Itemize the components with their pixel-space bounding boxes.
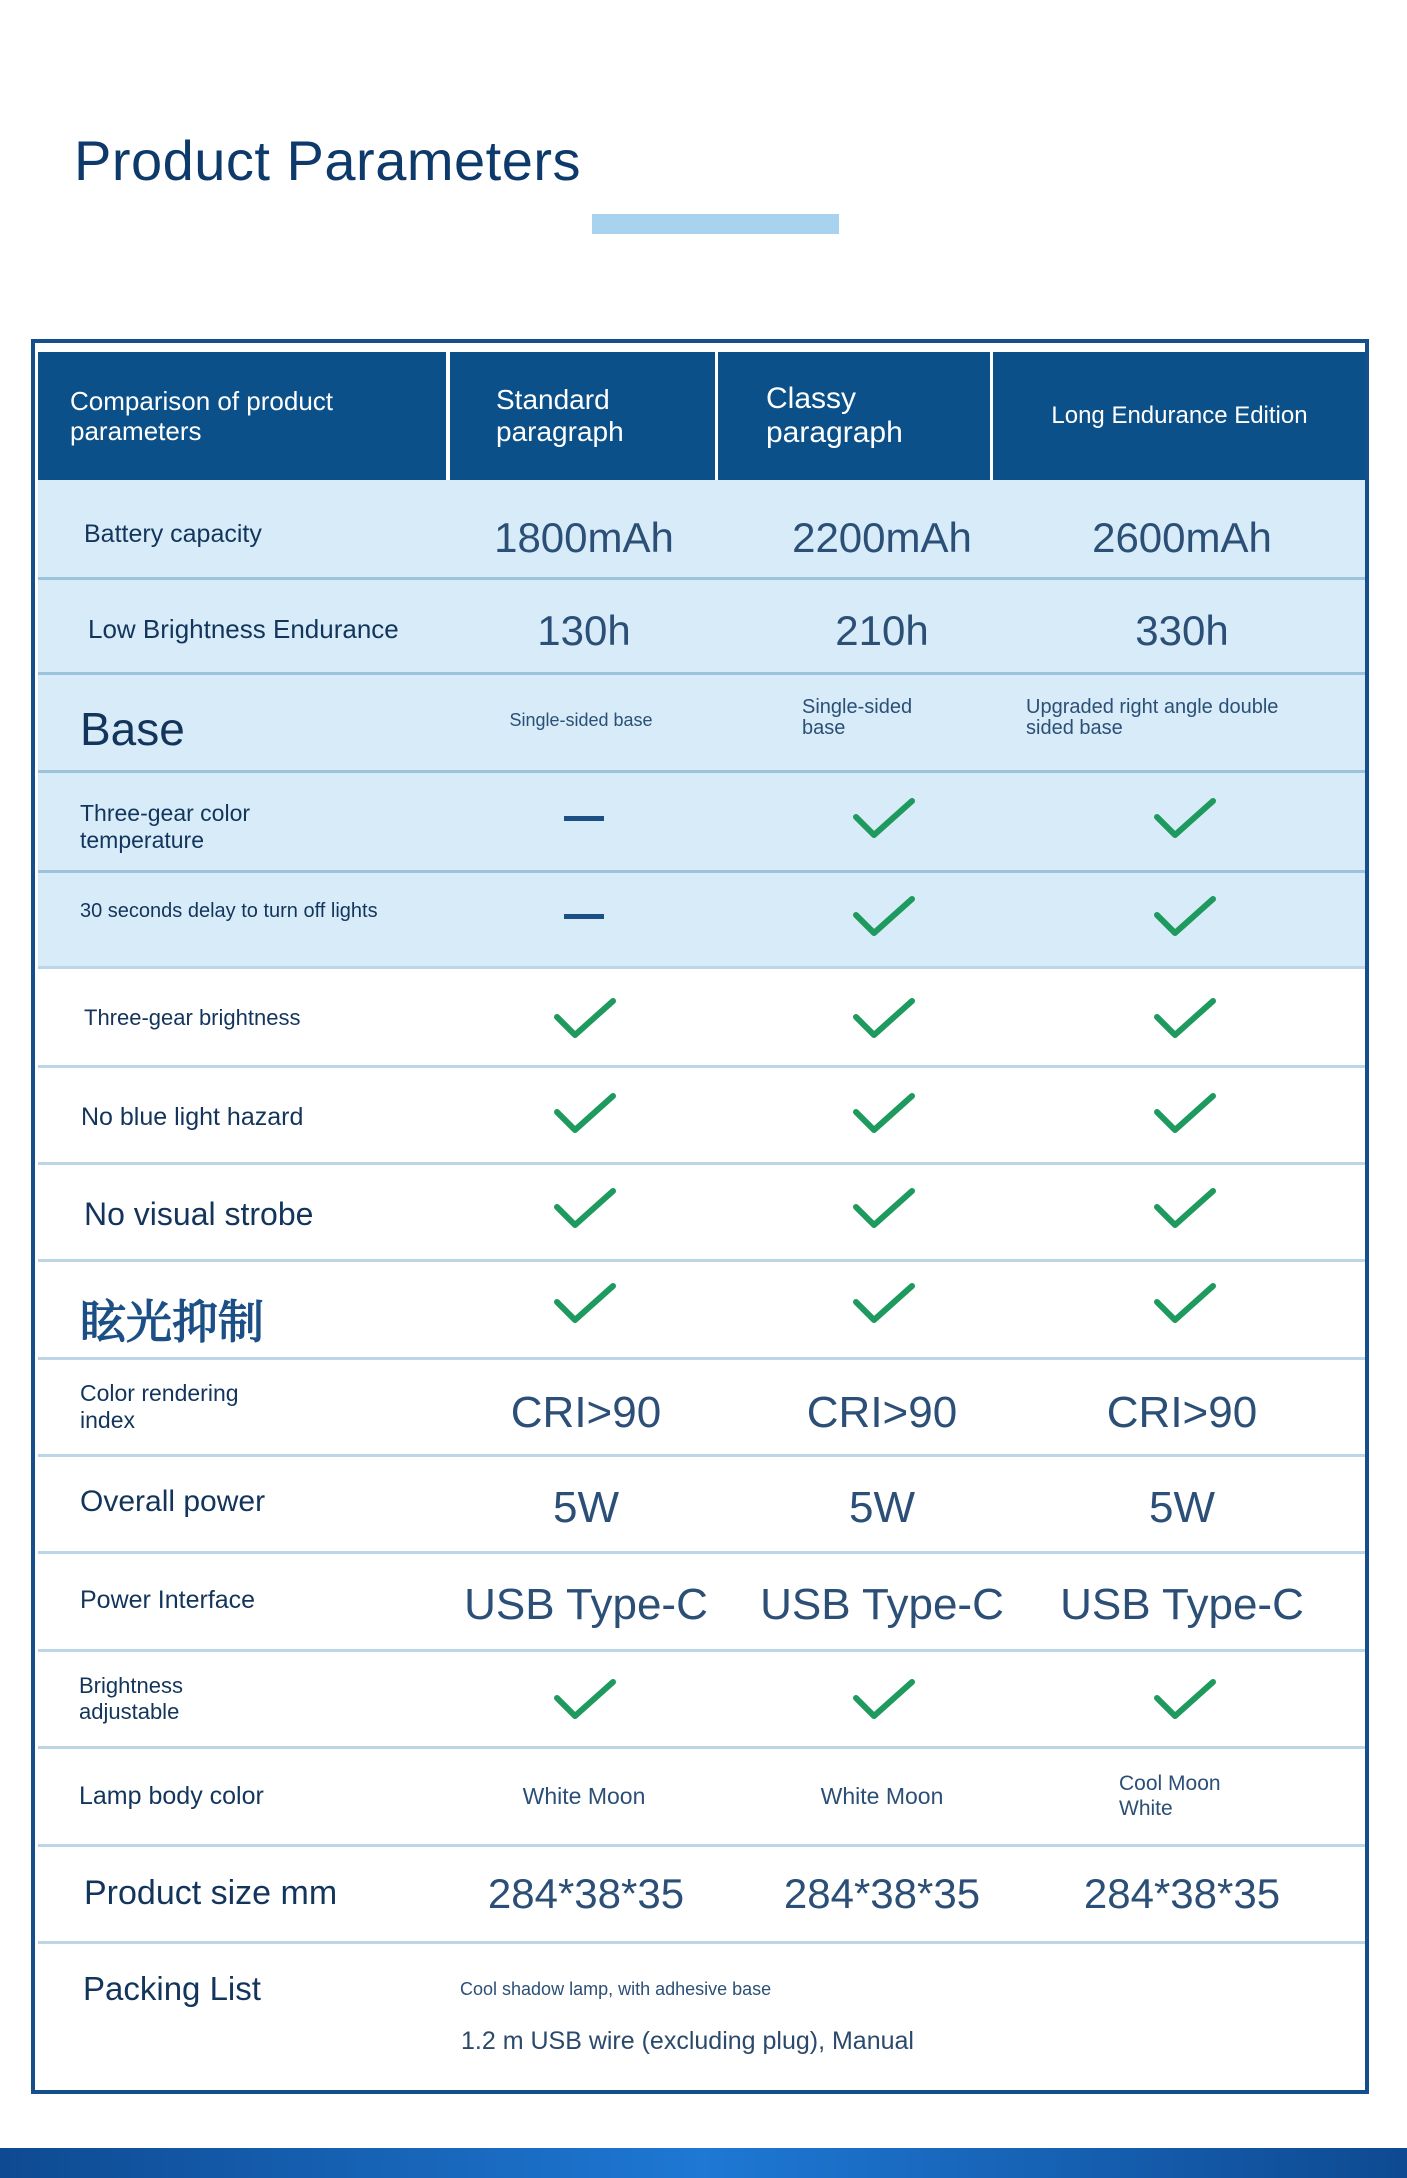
color-long: Cool Moon White bbox=[1119, 1772, 1221, 1820]
endurance-standard: 130h bbox=[537, 607, 631, 654]
interface-long: USB Type-C bbox=[1060, 1580, 1304, 1629]
row-label-glare-suppression: 眩光抑制 bbox=[80, 1295, 264, 1349]
base-classy: Single-sided base bbox=[802, 696, 913, 739]
row-label-color-rendering: Color rendering index bbox=[80, 1380, 239, 1433]
power-long: 5W bbox=[1149, 1483, 1215, 1532]
row-label-product-size: Product size mm bbox=[84, 1874, 338, 1912]
page-title: Product Parameters bbox=[74, 129, 581, 192]
battery-long: 2600mAh bbox=[1092, 514, 1272, 561]
color-standard: White Moon bbox=[522, 1783, 646, 1809]
color-classy: White Moon bbox=[820, 1783, 944, 1809]
power-standard: 5W bbox=[553, 1483, 619, 1532]
row-label-battery-capacity: Battery capacity bbox=[84, 520, 262, 548]
size-classy: 284*38*35 bbox=[783, 1870, 981, 1917]
row-label-power-interface: Power Interface bbox=[80, 1586, 256, 1614]
cri-classy: CRI>90 bbox=[806, 1388, 958, 1437]
packing-item-wire: 1.2 m USB wire (excluding plug), Manual bbox=[461, 2027, 914, 2055]
row-label-delay-off: 30 seconds delay to turn off lights bbox=[80, 900, 378, 922]
interface-classy: USB Type-C bbox=[760, 1580, 1004, 1629]
battery-classy: 2200mAh bbox=[792, 514, 972, 561]
base-long: Upgraded right angle double sided base bbox=[1026, 696, 1279, 739]
row-label-three-gear-brightness: Three-gear brightness bbox=[84, 1005, 301, 1030]
size-standard: 284*38*35 bbox=[487, 1870, 685, 1917]
endurance-classy: 210h bbox=[835, 607, 929, 654]
header-label: Standard paragraph bbox=[496, 384, 624, 447]
row-label-no-blue-light: No blue light hazard bbox=[81, 1103, 304, 1131]
cri-long: CRI>90 bbox=[1106, 1388, 1258, 1437]
cri-standard: CRI>90 bbox=[510, 1388, 662, 1437]
row-label-lamp-body-color: Lamp body color bbox=[79, 1782, 264, 1810]
header-label: Comparison of product parameters bbox=[70, 386, 334, 446]
header-label: Classy paragraph bbox=[766, 382, 903, 449]
row-label-brightness-adjustable: Brightness adjustable bbox=[79, 1673, 183, 1724]
base-standard: Single-sided base bbox=[509, 710, 653, 730]
packing-item-lamp: Cool shadow lamp, with adhesive base bbox=[460, 1979, 772, 1999]
table-frame bbox=[31, 339, 1369, 2094]
row-label-overall-power: Overall power bbox=[80, 1485, 266, 1518]
row-label-base: Base bbox=[80, 703, 185, 755]
row-label-packing-list: Packing List bbox=[83, 1970, 261, 2007]
endurance-long: 330h bbox=[1135, 607, 1229, 654]
size-long: 284*38*35 bbox=[1083, 1870, 1281, 1917]
power-classy: 5W bbox=[849, 1483, 915, 1532]
footer-bar bbox=[0, 2148, 1407, 2178]
row-label-no-visual-strobe: No visual strobe bbox=[84, 1196, 314, 1232]
interface-standard: USB Type-C bbox=[464, 1580, 708, 1629]
title-accent-bar bbox=[592, 214, 839, 234]
battery-standard: 1800mAh bbox=[494, 514, 674, 561]
row-label-color-temperature: Three-gear color temperature bbox=[80, 800, 251, 853]
header-label: Long Endurance Edition bbox=[1051, 402, 1308, 429]
row-label-endurance: Low Brightness Endurance bbox=[88, 614, 399, 644]
